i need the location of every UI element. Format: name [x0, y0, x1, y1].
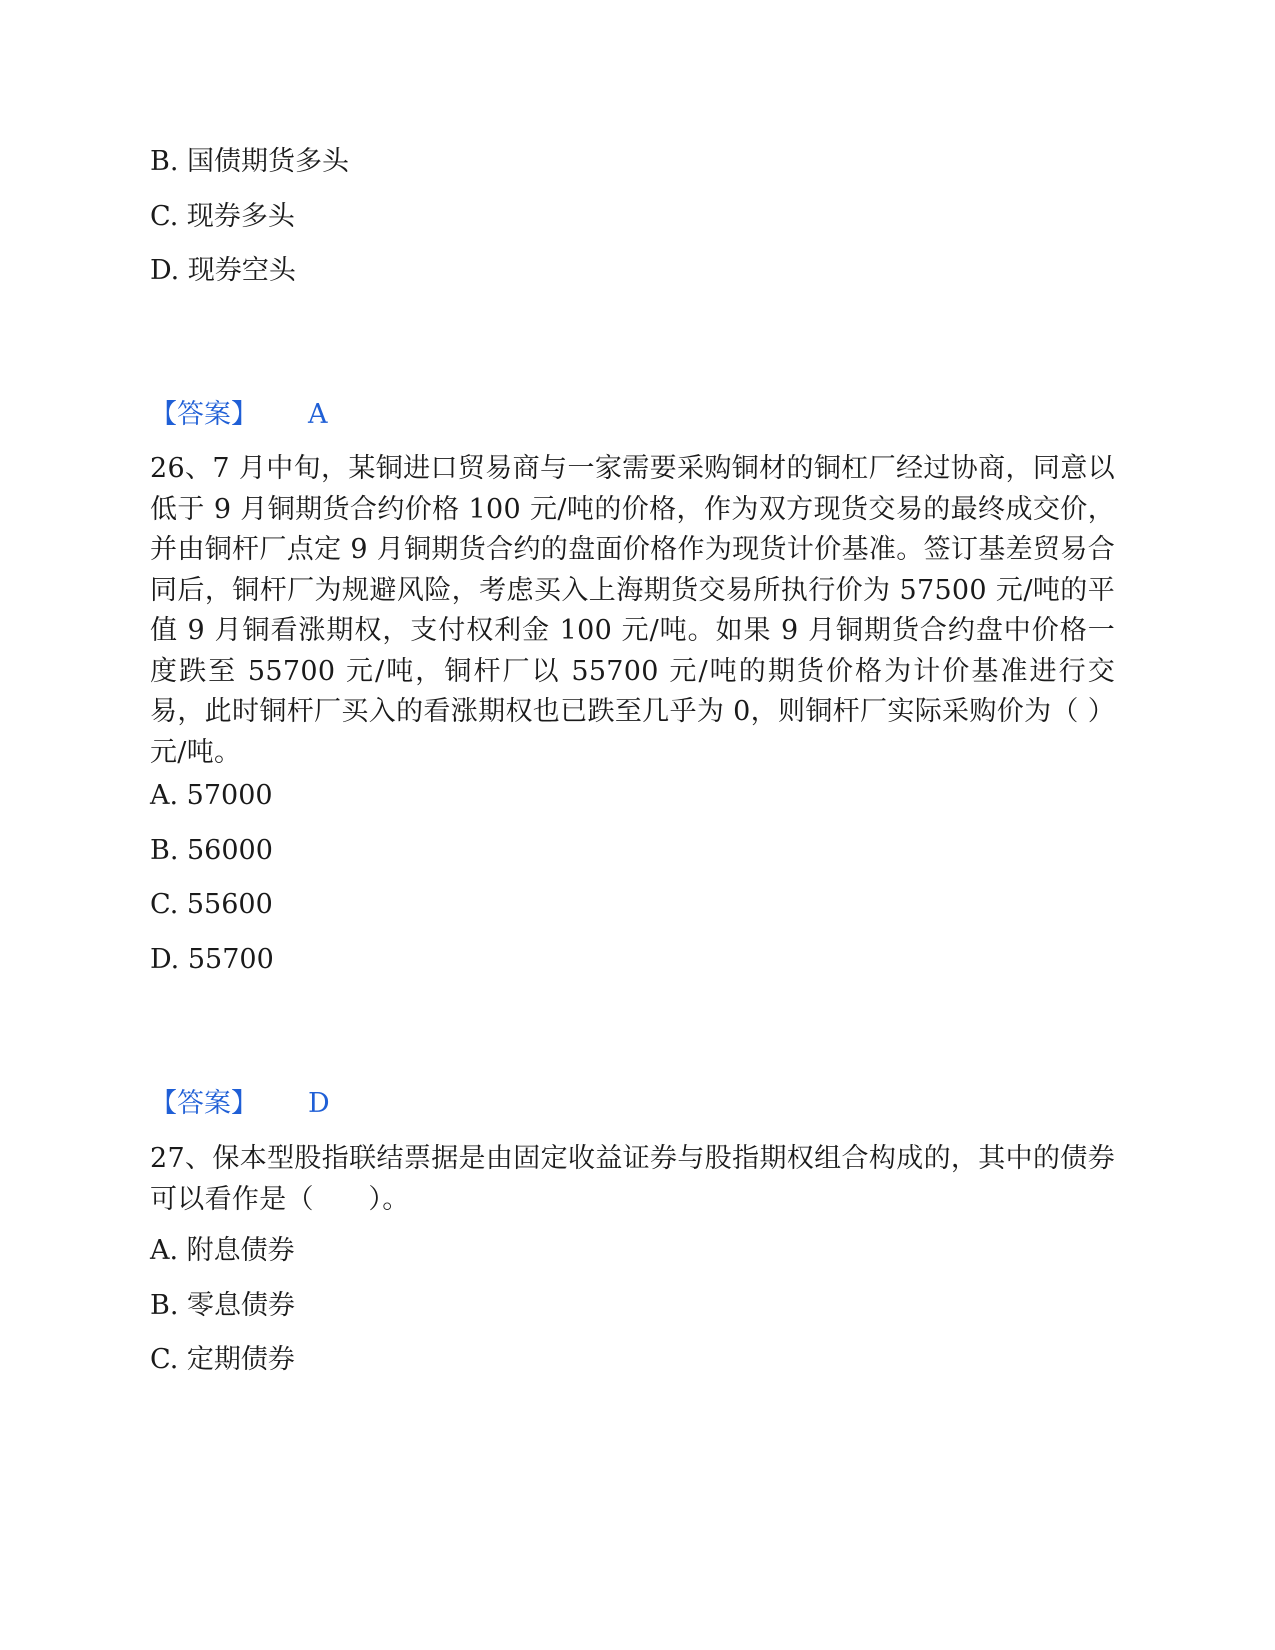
- q27-option-c: C. 定期债券: [150, 1344, 295, 1375]
- answer-label: 【答案】: [150, 399, 258, 430]
- q27-option-a: A. 附息债券: [150, 1235, 295, 1266]
- q26-option-b: B. 56000: [150, 835, 273, 866]
- q26-answer: [150, 1084, 330, 1124]
- q26-option-d: D. 55700: [150, 944, 274, 975]
- answer-value: A: [308, 399, 328, 430]
- q25-option-d: D. 现券空头: [150, 255, 296, 286]
- q27-option-b: B. 零息债券: [150, 1290, 296, 1321]
- q25-option-b: B. 国债期货多头: [150, 146, 350, 177]
- answer-label: 【答案】: [150, 1088, 258, 1119]
- q26-stem: 26、7 月中旬，某铜进口贸易商与一家需要采购铜材的铜杠厂经过协商，同意以低于 9 月铜期货合约价格 100 元/吨的价格，作为双方现货交易的最终成交价，并由铜杆厂点定 9 月铜期货合约的盘面价格作为现货计价基准。签订基差贸易合同后，铜杆厂为规避风险，考虑买入上海期货交易所执行价为 57500 元/吨的平值 9 月铜看涨期权，支付权利金 100 元/吨。如果 9 月铜期货合约盘中价格一度跌至 55700 元/吨，铜杆厂以 55700 元/吨的期货价格为计价基准进行交易，此时铜杆厂买入的看涨期权也已跌至几乎为 0，则铜杆厂实际采购价为（ ）元/吨。: [150, 453, 1115, 768]
- q27-stem: 27、保本型股指联结票据是由固定收益证券与股指期权组合构成的，其中的债券可以看作是（ ）。: [150, 1143, 1115, 1215]
- q26-option-a: A. 57000: [150, 780, 273, 811]
- q26-option-c: C. 55600: [150, 889, 273, 920]
- q25-answer: [150, 395, 328, 435]
- answer-value: D: [308, 1088, 330, 1119]
- q25-option-c: C. 现券多头: [150, 201, 295, 232]
